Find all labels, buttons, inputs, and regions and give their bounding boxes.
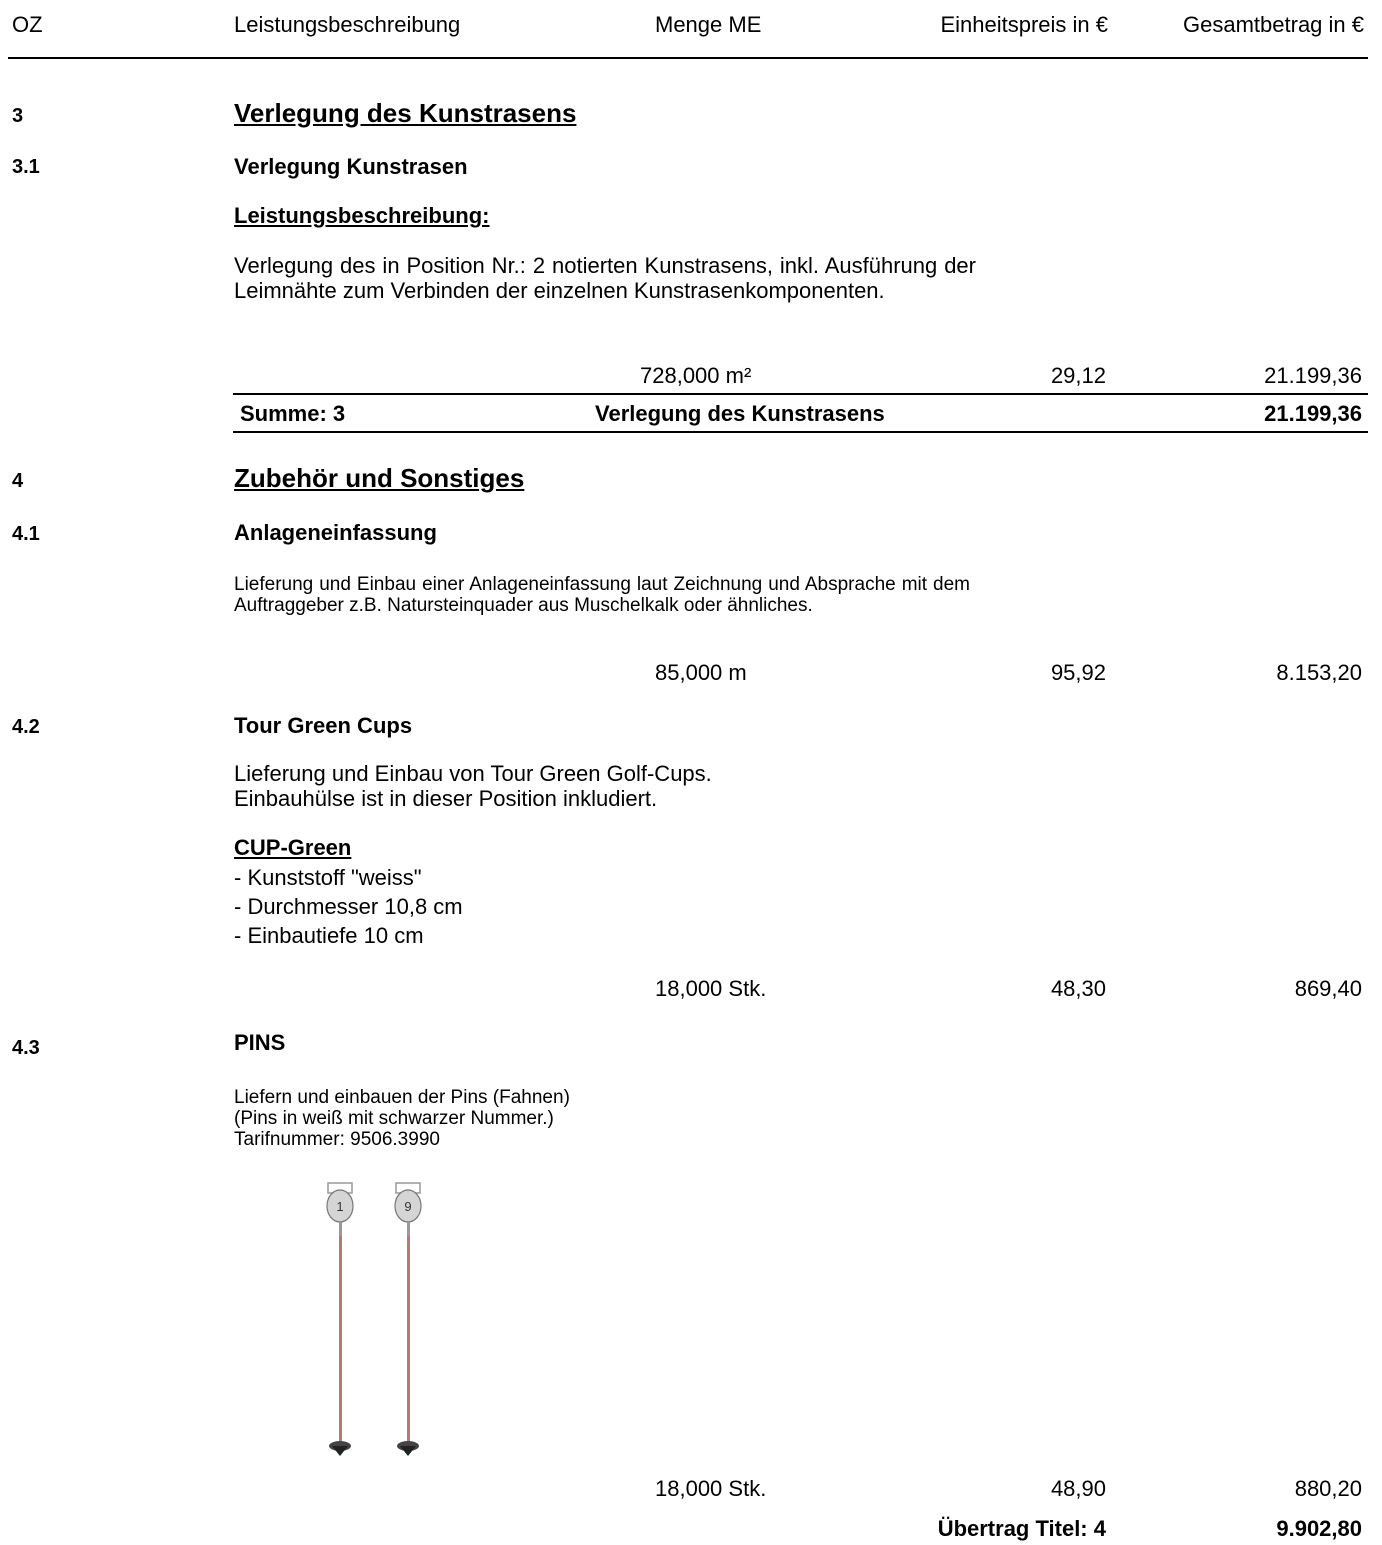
position-line: Tarifnummer: 9506.3990	[234, 1129, 440, 1150]
header-total: Gesamtbetrag in €	[1183, 12, 1364, 37]
sum-total: 21.199,36	[1264, 401, 1362, 426]
pin-number: 9	[404, 1199, 412, 1214]
position-title: Tour Green Cups	[234, 713, 413, 738]
section-title: Zubehör und Sonstiges	[234, 463, 525, 493]
position-line: Lieferung und Einbau von Tour Green Golf-Cups.	[234, 761, 712, 786]
section-title: Verlegung des Kunstrasens	[234, 98, 577, 128]
position-quantity: 728,000 m²	[640, 363, 752, 388]
bullet-item: - Einbautiefe 10 cm	[234, 923, 424, 948]
section-number: 3	[12, 105, 24, 127]
sum-label: Summe: 3	[240, 401, 346, 426]
position-line: (Pins in weiß mit schwarzer Nummer.)	[234, 1108, 554, 1129]
pin-number: 1	[336, 1199, 344, 1214]
bullet-item: - Kunststoff "weiss"	[234, 865, 422, 890]
header-rule	[8, 57, 1368, 59]
position-total: 869,40	[1294, 976, 1362, 1001]
position-unit-price: 48,90	[1050, 1476, 1106, 1501]
position-quantity: 18,000 Stk.	[655, 976, 767, 1001]
position-number: 4.1	[12, 523, 40, 545]
position-number: 3.1	[12, 156, 40, 178]
sum-bottom-rule	[233, 431, 1368, 433]
pins-illustration	[300, 1180, 460, 1470]
sum-title: Verlegung des Kunstrasens	[595, 401, 885, 426]
position-total: 880,20	[1294, 1476, 1362, 1501]
section-number: 4	[12, 470, 24, 492]
position-quantity: 18,000 Stk.	[655, 1476, 767, 1501]
position-title: Anlageneinfassung	[234, 520, 437, 545]
position-quantity: 85,000 m	[655, 660, 747, 685]
position-subheading: Leistungsbeschreibung:	[234, 203, 490, 228]
position-unit-price: 95,92	[1050, 660, 1106, 685]
header-quantity: Menge ME	[655, 12, 762, 37]
position-unit-price: 29,12	[1050, 363, 1106, 388]
position-line: Liefern und einbauen der Pins (Fahnen)	[234, 1087, 570, 1108]
pin-flag-icon	[395, 1183, 421, 1456]
position-description: Lieferung und Einbau einer Anlageneinfassung laut Zeichnung und Absprache mit dem Auftraggeber z.B. Natursteinquader aus Muschelkalk oder ähnliches.	[234, 574, 970, 616]
position-description: Verlegung des in Position Nr.: 2 notierten Kunstrasens, inkl. Ausführung der Leimnähte zum Verbinden der einzelnen Kunstrasenkomponenten.	[234, 253, 976, 303]
carry-total: 9.902,80	[1276, 1516, 1362, 1541]
bullet-item: - Durchmesser 10,8 cm	[234, 894, 463, 919]
position-number: 4.2	[12, 716, 40, 738]
position-subheading: CUP-Green	[234, 835, 352, 860]
position-unit-price: 48,30	[1050, 976, 1106, 1001]
position-total: 8.153,20	[1276, 660, 1362, 685]
header-unit-price: Einheitspreis in €	[940, 12, 1108, 37]
header-oz: OZ	[12, 12, 43, 37]
position-number: 4.3	[12, 1037, 40, 1059]
carry-label: Übertrag Titel: 4	[937, 1516, 1106, 1541]
position-title: PINS	[234, 1030, 286, 1055]
sum-top-rule	[233, 393, 1368, 395]
pin-flag-icon	[327, 1183, 353, 1456]
position-title: Verlegung Kunstrasen	[234, 154, 468, 179]
header-description: Leistungsbeschreibung	[234, 12, 461, 37]
position-line: Einbauhülse ist in dieser Position inkludiert.	[234, 786, 658, 811]
position-total: 21.199,36	[1264, 363, 1362, 388]
